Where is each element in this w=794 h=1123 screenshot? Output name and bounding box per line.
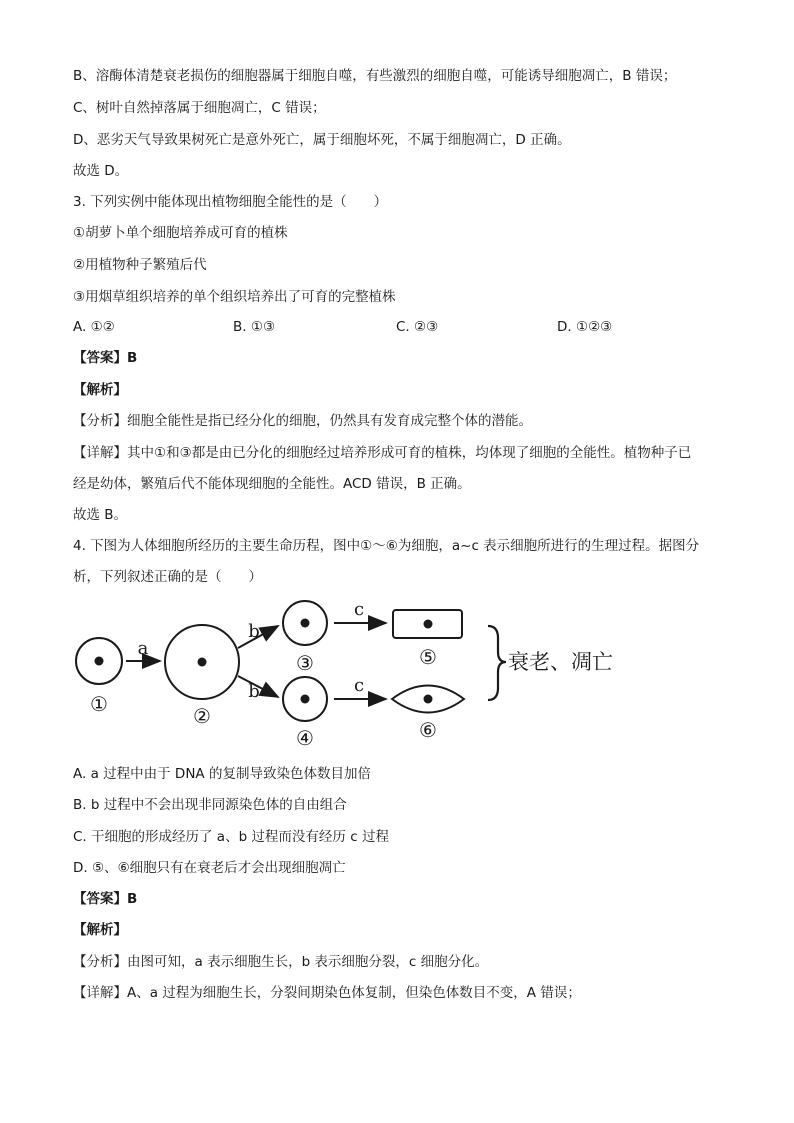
cell-5 — [393, 610, 462, 638]
cell-4 — [283, 677, 327, 721]
cell-3 — [283, 601, 327, 645]
q4-option-d: D. ⑤、⑥细胞只有在衰老后才会出现细胞凋亡 — [73, 860, 346, 876]
cell-1-label: ① — [90, 692, 108, 716]
arrow-b-lower-label: b — [248, 681, 260, 702]
arrow-b-upper-label: b — [248, 621, 260, 642]
q4-option-c: C. 干细胞的形成经历了 a、b 过程而没有经历 c 过程 — [73, 829, 389, 845]
q4-stem-1: 4. 下图为人体细胞所经历的主要生命历程，图中①～⑥为细胞，a~c 表示细胞所进行的生理过程。据图分 — [73, 538, 700, 554]
cell-4-label: ④ — [296, 726, 314, 746]
q4-stem-2: 析，下列叙述正确的是（ ） — [73, 569, 262, 585]
q4-option-b: B. b 过程中不会出现非同源染色体的自由组合 — [73, 797, 347, 813]
conclusion-line: 故选 D。 — [73, 163, 129, 179]
cell-5-label: ⑤ — [419, 645, 437, 669]
q3-analysis: 【分析】细胞全能性是指已经分化的细胞，仍然具有发育成完整个体的潜能。 — [73, 413, 532, 429]
q4-analysis-head: 【解析】 — [73, 922, 127, 938]
q3-item-1: ①胡萝卜单个细胞培养成可育的植株 — [73, 225, 288, 241]
q3-stem: 3. 下列实例中能体现出植物细胞全能性的是（ ） — [73, 194, 388, 210]
cell-1 — [76, 638, 122, 684]
cell-3-label: ③ — [296, 651, 314, 675]
text-line-b: B、溶酶体清楚衰老损伤的细胞器属于细胞自噬，有些激烈的细胞自噬，可能诱导细胞凋亡，B 错误； — [73, 68, 677, 84]
q4-answer: 【答案】B — [73, 891, 138, 907]
cell-life-process-diagram — [68, 596, 668, 746]
q3-option-d: D. ①②③ — [557, 319, 613, 335]
cell-2 — [165, 625, 239, 699]
q4-detail: 【详解】A、a 过程为细胞生长，分裂间期染色体复制，但染色体数目不变，A 错误； — [73, 985, 581, 1001]
q3-option-c: C. ②③ — [396, 319, 439, 335]
q3-analysis-head: 【解析】 — [73, 382, 127, 398]
q3-conclusion: 故选 B。 — [73, 507, 128, 523]
q3-option-a: A. ①② — [73, 319, 115, 335]
q3-item-3: ③用烟草组织培养的单个组织培养出了可育的完整植株 — [73, 289, 396, 305]
q3-detail-2: 经是幼体，繁殖后代不能体现细胞的全能性。ACD 错误，B 正确。 — [73, 476, 471, 492]
q3-answer: 【答案】B — [73, 350, 138, 366]
arrow-c-upper-label: c — [353, 599, 365, 620]
q4-analysis: 【分析】由图可知，a 表示细胞生长，b 表示细胞分裂，c 细胞分化。 — [73, 954, 489, 970]
cell-6 — [392, 686, 464, 713]
q3-detail-1: 【详解】其中①和③都是由已分化的细胞经过培养形成可育的植株，均体现了细胞的全能性。植物种子已 — [73, 445, 692, 461]
curly-brace — [488, 626, 506, 700]
q4-option-a: A. a 过程中由于 DNA 的复制导致染色体数目加倍 — [73, 766, 371, 782]
q3-item-2: ②用植物种子繁殖后代 — [73, 257, 207, 273]
arrow-a-label: a — [137, 638, 149, 659]
aging-apoptosis-label: 衰老、凋亡 — [508, 650, 613, 674]
cell-2-label: ② — [193, 704, 211, 728]
q3-option-b: B. ①③ — [233, 319, 276, 335]
text-line-d: D、恶劣天气导致果树死亡是意外死亡，属于细胞坏死，不属于细胞凋亡，D 正确。 — [73, 132, 571, 148]
arrow-c-lower-label: c — [353, 675, 365, 696]
cell-6-label: ⑥ — [419, 718, 437, 742]
text-line-c: C、树叶自然掉落属于细胞凋亡，C 错误； — [73, 100, 326, 116]
